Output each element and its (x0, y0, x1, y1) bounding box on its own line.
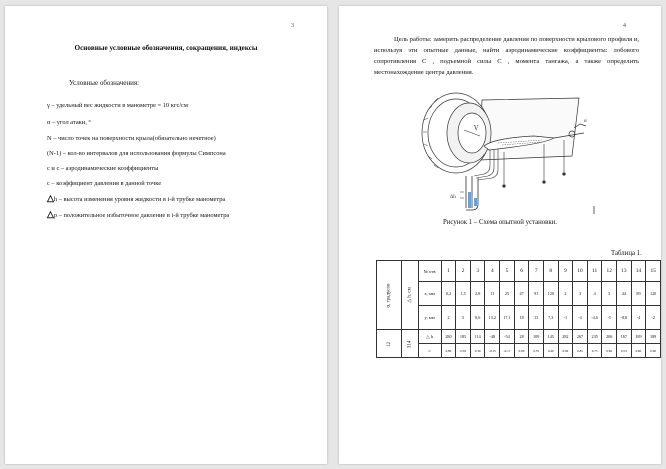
table-cell: 25 (500, 282, 515, 306)
svg-text:Δh: Δh (450, 195, 456, 200)
symbol-item-alpha (47, 119, 91, 126)
goal-text: Цель работы: замерить распределение давления по поверхности крылового профиля и, используя эти опытные данные, найти аэродинамические коэффициенты: лобового сопротивления C , подъемной силы C , момента тангажа, а также определить местонахождение центра давления. (374, 36, 639, 76)
header-delta: △ h, см (402, 261, 418, 330)
table-cell: 17,1 (500, 306, 515, 330)
delta-triangle-icon: △ (47, 209, 54, 219)
table-cell: 0,60 (646, 344, 661, 358)
alpha-value-cell: 12 (377, 330, 402, 358)
table-cell: 0,35 (529, 344, 544, 358)
table-cell: 3 (573, 282, 588, 306)
symbol-item-text: h – высота изменения уровня жидкости в i-й трубке манометра (53, 196, 226, 203)
table-cell: 145 (543, 330, 558, 344)
table-cell: -54 (500, 330, 515, 344)
table-cell: -48 (485, 330, 500, 344)
symbol-item-dh (47, 193, 225, 204)
table-cell: 91 (529, 282, 544, 306)
table-cell: 10 (573, 261, 588, 282)
row-label-y: y, мм (418, 306, 441, 330)
table-cell: 2 (456, 261, 471, 282)
symbol-item-text: α – угол атаки, ° (47, 119, 91, 126)
table-cell: 0,60 (631, 344, 646, 358)
page-left (5, 6, 327, 464)
table-cell: 11 (587, 261, 602, 282)
table-cell: 13 (529, 306, 544, 330)
delta-value-cell: 314 (402, 330, 418, 358)
table-cell: 9 (558, 261, 573, 282)
table-cell: 0,53 (617, 344, 632, 358)
symbol-item-cp (47, 180, 161, 187)
table-cell: -2 (646, 306, 661, 330)
table-cell: -4 (573, 306, 588, 330)
table-cell: 120 (646, 282, 661, 306)
goal-paragraph (374, 34, 639, 78)
table-label: Таблица 1. (611, 250, 642, 257)
table-cell: 189 (646, 330, 661, 344)
table-cell: 44 (617, 282, 632, 306)
table-cell: 189 (631, 330, 646, 344)
table-row-dh (377, 330, 661, 344)
page-number: 4 (623, 23, 626, 29)
table-cell: 12 (602, 261, 617, 282)
table-cell: -4 (631, 306, 646, 330)
table-cell: 0,85 (573, 344, 588, 358)
table-cell: 0,2 (441, 282, 456, 306)
table-row-x (377, 282, 661, 306)
page-right (339, 6, 661, 464)
table-cell: 280 (441, 330, 456, 344)
setup-schematic-figure (394, 88, 604, 216)
table-cell: 0,36 (470, 344, 485, 358)
symbol-item-text: c и c – аэродинамические коэффициенты (47, 165, 159, 172)
symbol-item-text: c – коэффициент давления в данной точке (47, 180, 162, 187)
table-cell: 28 (514, 330, 529, 344)
table-cell: 18 (514, 306, 529, 330)
table-cell: 267 (573, 330, 588, 344)
table-cell: 14 (631, 261, 646, 282)
table-cell: 0,66 (602, 344, 617, 358)
table-cell: 4 (485, 261, 500, 282)
page-number: 3 (291, 23, 294, 29)
table-cell: 47 (514, 282, 529, 306)
table-cell: 0,59 (456, 344, 471, 358)
table-cell: 114 (470, 330, 485, 344)
table-cell: 1 (441, 261, 456, 282)
table-cell: 7 (529, 261, 544, 282)
table-cell: 0,90 (558, 344, 573, 358)
table-cell: -1 (558, 306, 573, 330)
table-cell: 235 (587, 330, 602, 344)
table-cell: 3 (470, 261, 485, 282)
figure-caption: Рисунок 1 – Схема опытной установки. (442, 219, 558, 226)
page-heading: Основные условные обозначения, сокращения, индексы (74, 44, 258, 52)
symbol-item-text: γ – удельный вес жидкости в манометре = 10 кгс/см (47, 102, 188, 109)
table-cell: -0,17 (500, 344, 515, 358)
symbols-subheading: Условные обозначения: (69, 79, 140, 87)
symbol-item-dp (47, 209, 229, 220)
row-label-no: № отв (418, 261, 441, 282)
table-cell: 7,3 (543, 306, 558, 330)
table-cell: 6 (514, 261, 529, 282)
table-cell: 167 (617, 330, 632, 344)
table-cell: -4,6 (587, 306, 602, 330)
svg-text:V: V (474, 125, 479, 132)
table-cell: 89 (631, 282, 646, 306)
table-cell: 0,75 (587, 344, 602, 358)
delta-triangle-icon: △ (47, 193, 54, 203)
table-cell: 2 (441, 306, 456, 330)
table-cell: 109 (529, 330, 544, 344)
symbol-item-coefficients (47, 165, 158, 172)
table-cell: 185 (456, 330, 471, 344)
table-cell: -0,15 (485, 344, 500, 358)
row-label-cp: c (418, 344, 441, 358)
table-cell: 5 (456, 306, 471, 330)
table-row-cp (377, 344, 661, 358)
table-cell: 2,8 (470, 282, 485, 306)
table-cell: 8,6 (470, 306, 485, 330)
table-cell: 2 (558, 282, 573, 306)
table-cell: 5 (500, 261, 515, 282)
row-label-dh: △ h (418, 330, 441, 344)
table-cell: 15 (646, 261, 661, 282)
svg-text:α: α (584, 119, 587, 124)
table-cell: 1,5 (456, 282, 471, 306)
table-cell: 0,89 (441, 344, 456, 358)
header-alpha: α, градусов (377, 261, 402, 330)
table-cell: 282 (558, 330, 573, 344)
table-cell: 0,46 (543, 344, 558, 358)
table-cell: -5 (602, 306, 617, 330)
symbol-item-text: N – число точек на поверхности крыла(обязательно нечетное) (47, 135, 216, 142)
table-cell: 4 (587, 282, 602, 306)
row-label-x: x, мм (418, 282, 441, 306)
table-cell: 5 (602, 282, 617, 306)
symbol-item-text: p – положительное избыточное давление в i-й трубке манометра (53, 212, 230, 219)
symbol-item-gamma (47, 102, 188, 109)
table-cell: 206 (602, 330, 617, 344)
symbol-item-text: (N-1) – кол-во интервалов для использования формулы Симпсона (47, 150, 226, 157)
table-cell: 13 (617, 261, 632, 282)
table-cell: 13,2 (485, 306, 500, 330)
table-cell: 8 (543, 261, 558, 282)
table-cell: 120 (543, 282, 558, 306)
symbol-item-n (47, 135, 216, 142)
data-table (376, 260, 661, 358)
symbol-item-intervals (47, 150, 226, 157)
table-cell: 11 (485, 282, 500, 306)
table-cell: 0,09 (514, 344, 529, 358)
table-cell: -8,8 (617, 306, 632, 330)
table-row-y (377, 306, 661, 330)
table-row-numbers (377, 261, 661, 282)
